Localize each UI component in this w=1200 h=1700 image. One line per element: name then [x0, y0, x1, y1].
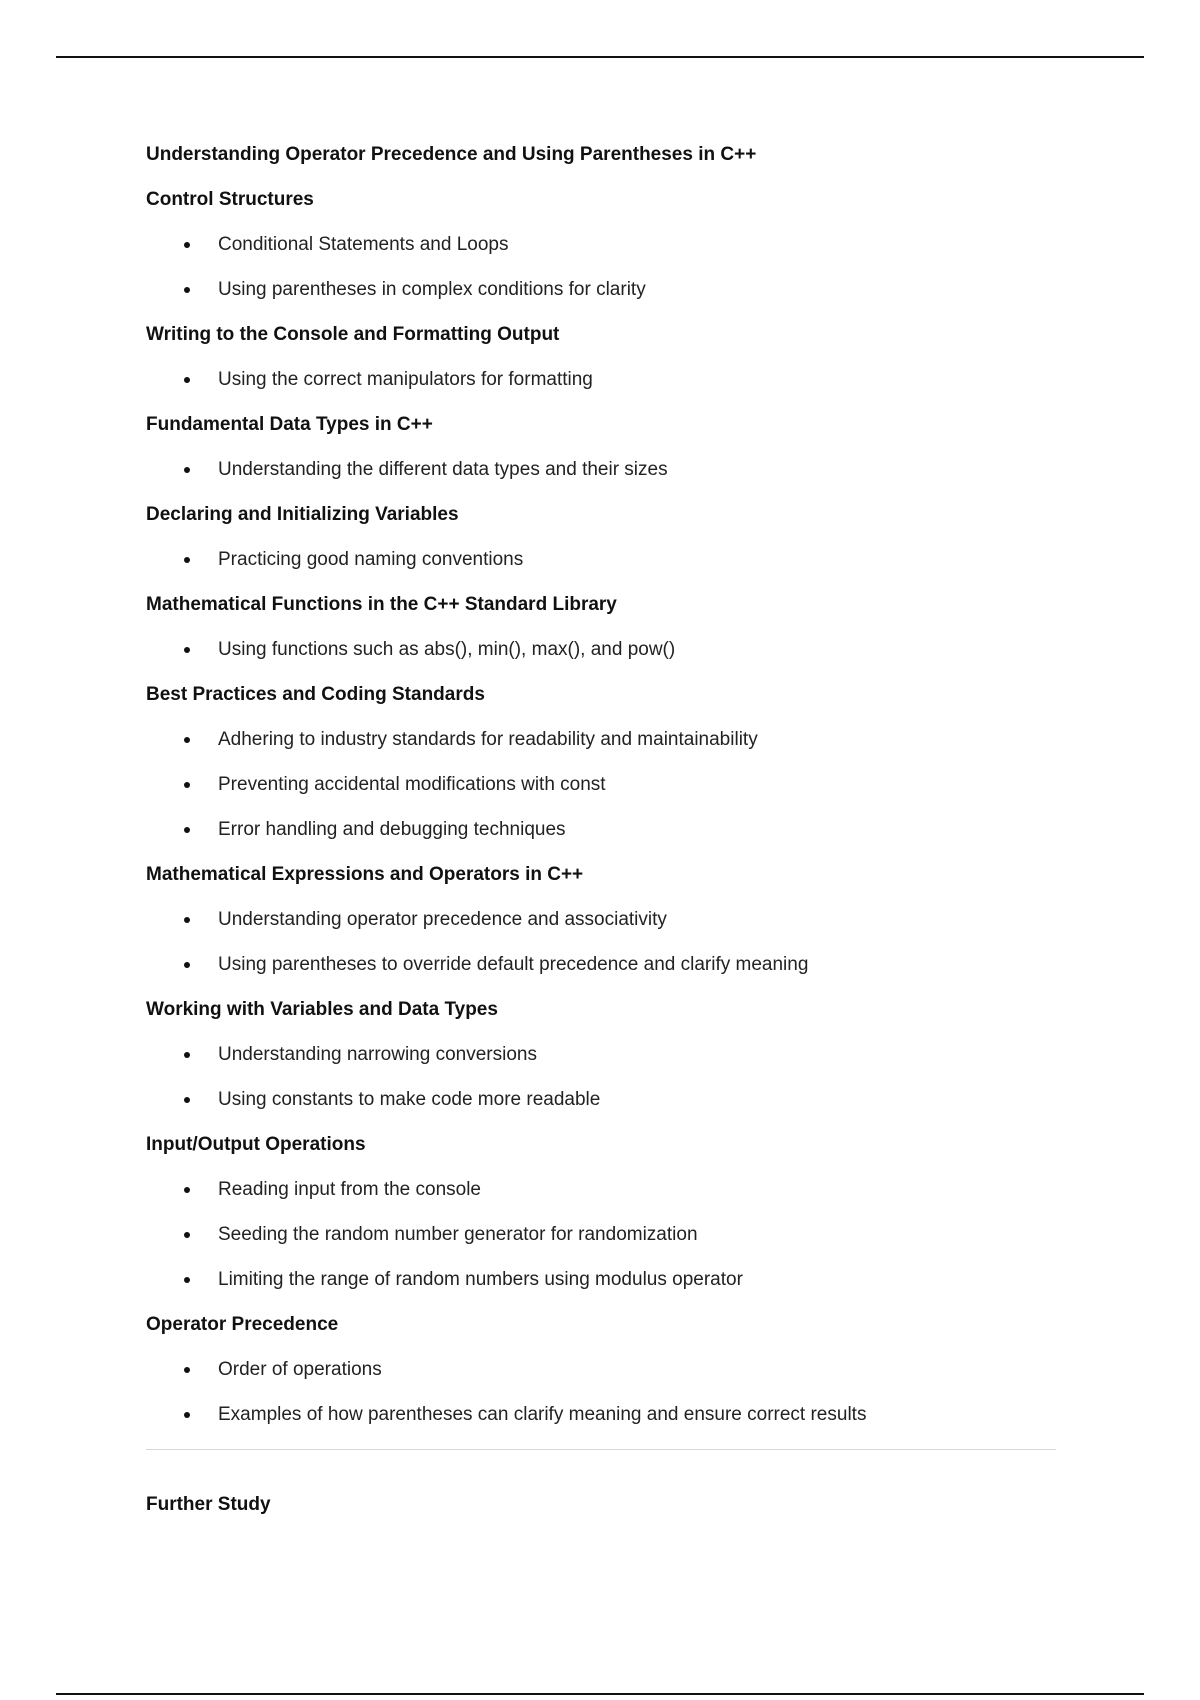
bullet-text: Seeding the random number generator for randomization [218, 1224, 698, 1245]
bullet-list [146, 909, 1066, 976]
bullet-text: Error handling and debugging techniques [218, 819, 566, 840]
bullet-dot-icon [184, 1367, 190, 1373]
bullet-item [146, 729, 1066, 751]
bullet-text: Using the correct manipulators for formatting [218, 369, 593, 390]
bullet-text: Limiting the range of random numbers using modulus operator [218, 1269, 743, 1290]
bullet-dot-icon [184, 827, 190, 833]
bullet-list [146, 459, 1066, 481]
section-heading: Mathematical Functions in the C++ Standard Library [146, 594, 617, 615]
bullet-item [146, 774, 1066, 796]
bullet-item [146, 1359, 1066, 1381]
bullet-text: Preventing accidental modifications with const [218, 774, 606, 795]
page-top-rule [56, 56, 1144, 58]
bullet-dot-icon [184, 467, 190, 473]
bullet-item [146, 1089, 1066, 1111]
bullet-item [146, 954, 1066, 976]
bullet-text: Order of operations [218, 1359, 382, 1380]
section-heading: Input/Output Operations [146, 1134, 366, 1155]
bullet-dot-icon [184, 1412, 190, 1418]
bullet-dot-icon [184, 1052, 190, 1058]
bullet-item [146, 369, 1066, 391]
bullet-item [146, 1224, 1066, 1246]
bullet-item [146, 234, 1066, 256]
section-heading: Understanding Operator Precedence and Using Parentheses in C++ [146, 144, 757, 165]
bullet-text: Examples of how parentheses can clarify meaning and ensure correct results [218, 1404, 867, 1425]
bullet-text: Adhering to industry standards for readability and maintainability [218, 729, 758, 750]
bullet-text: Using parentheses to override default precedence and clarify meaning [218, 954, 809, 975]
bullet-dot-icon [184, 287, 190, 293]
bullet-list [146, 1044, 1066, 1111]
section-heading: Fundamental Data Types in C++ [146, 414, 433, 435]
bullet-dot-icon [184, 1187, 190, 1193]
outline-sections [146, 144, 1066, 1426]
section-heading: Declaring and Initializing Variables [146, 504, 459, 525]
bullet-dot-icon [184, 377, 190, 383]
bullet-dot-icon [184, 917, 190, 923]
bullet-item [146, 1269, 1066, 1291]
bullet-item [146, 819, 1066, 841]
bullet-text: Practicing good naming conventions [218, 549, 524, 570]
bullet-list [146, 639, 1066, 661]
bullet-item [146, 1044, 1066, 1066]
section-heading: Writing to the Console and Formatting Output [146, 324, 560, 345]
bullet-list [146, 1179, 1066, 1291]
bullet-item [146, 459, 1066, 481]
bullet-item [146, 279, 1066, 301]
bullet-item [146, 639, 1066, 661]
bullet-text: Understanding narrowing conversions [218, 1044, 537, 1065]
bullet-dot-icon [184, 962, 190, 968]
bullet-text: Conditional Statements and Loops [218, 234, 509, 255]
further-study-heading: Further Study [146, 1494, 271, 1515]
section-heading: Operator Precedence [146, 1314, 339, 1335]
section-heading: Control Structures [146, 189, 314, 210]
bullet-list [146, 729, 1066, 841]
page-bottom-rule [56, 1693, 1144, 1695]
bullet-item [146, 909, 1066, 931]
bullet-text: Reading input from the console [218, 1179, 481, 1200]
bullet-dot-icon [184, 782, 190, 788]
bullet-list [146, 369, 1066, 391]
bullet-dot-icon [184, 557, 190, 563]
bullet-list [146, 549, 1066, 571]
bullet-dot-icon [184, 242, 190, 248]
bullet-dot-icon [184, 737, 190, 743]
bullet-text: Using functions such as abs(), min(), max(), and pow() [218, 639, 676, 660]
bullet-item [146, 1404, 1066, 1426]
bullet-text: Using parentheses in complex conditions for clarity [218, 279, 646, 300]
bullet-item [146, 549, 1066, 571]
bullet-dot-icon [184, 647, 190, 653]
bullet-dot-icon [184, 1097, 190, 1103]
section-heading: Best Practices and Coding Standards [146, 684, 485, 705]
section-divider [146, 1449, 1056, 1450]
bullet-list [146, 1359, 1066, 1426]
document-body [146, 144, 1066, 1539]
bullet-dot-icon [184, 1232, 190, 1238]
bullet-text: Understanding the different data types and their sizes [218, 459, 668, 480]
section-heading: Working with Variables and Data Types [146, 999, 498, 1020]
bullet-text: Understanding operator precedence and associativity [218, 909, 667, 930]
bullet-dot-icon [184, 1277, 190, 1283]
bullet-item [146, 1179, 1066, 1201]
section-heading: Mathematical Expressions and Operators in C++ [146, 864, 584, 885]
bullet-text: Using constants to make code more readable [218, 1089, 601, 1110]
bullet-list [146, 234, 1066, 301]
